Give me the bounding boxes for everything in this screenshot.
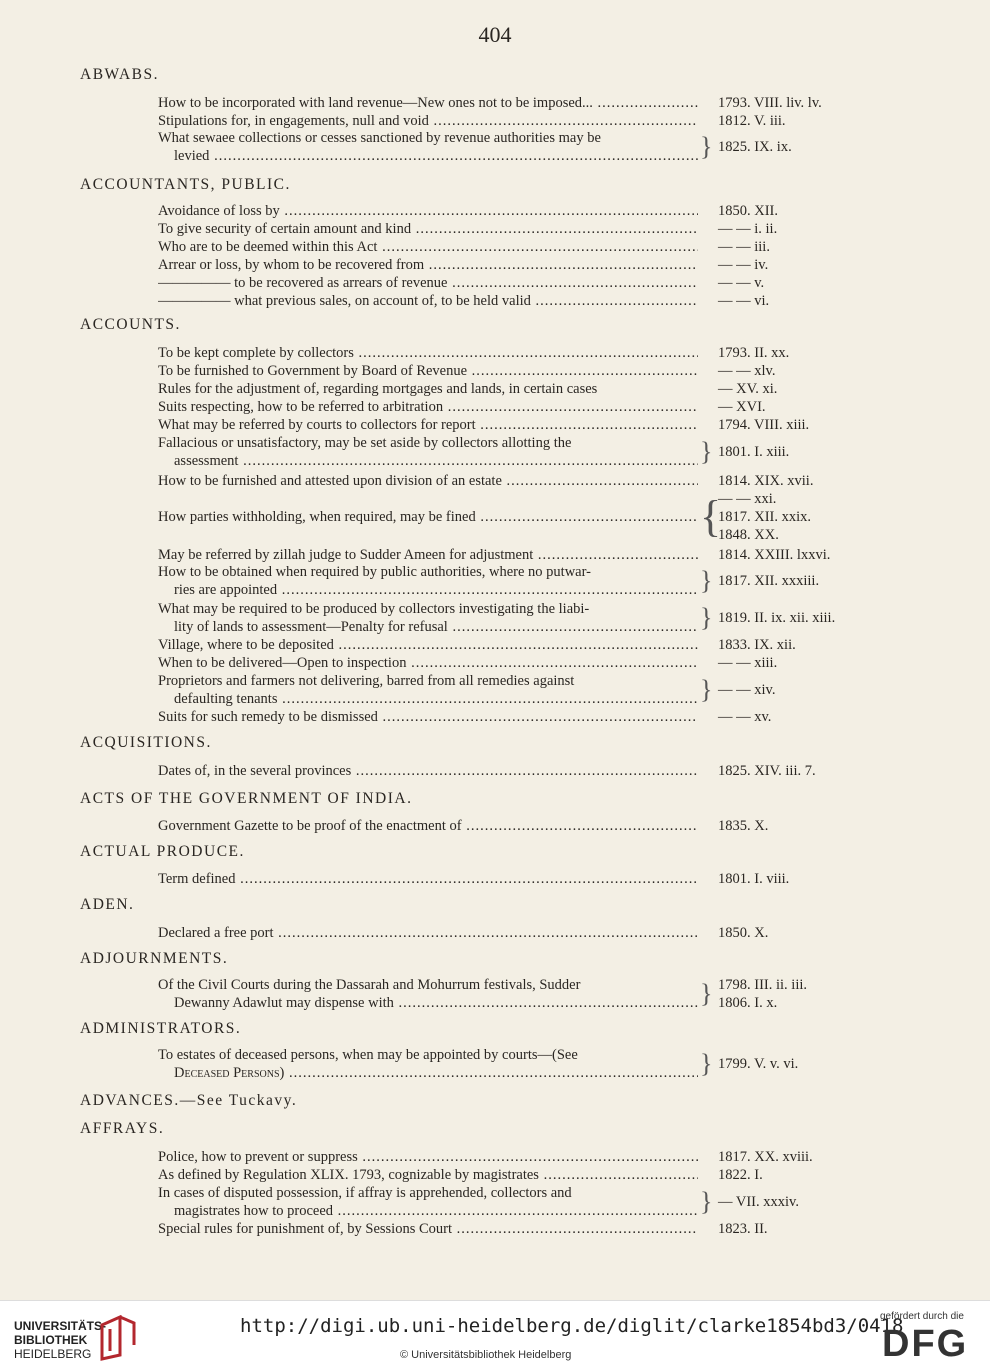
section-heading-acts: ACTS OF THE GOVERNMENT OF INDIA. (80, 790, 413, 807)
entry-text-cont: defaulting tenants ..... (158, 690, 698, 708)
entry-ref: 1799. V. v. vi. (718, 1056, 799, 1072)
entry-text: In cases of disputed possession, if affray is apprehended, collectors and (158, 1185, 572, 1201)
entry-text: Of the Civil Courts during the Dassarah and Mohurrum festivals, Sudder (158, 977, 581, 993)
entry-text-cont: lity of lands to assessment—Penalty for refusal ..... (158, 618, 698, 636)
entry-text: Suits respecting, how to be referred to arbitration ..... (158, 399, 698, 415)
section-heading-actual-produce: ACTUAL PRODUCE. (80, 843, 245, 860)
brace-icon: } (700, 437, 713, 466)
entry-text: Police, how to prevent or suppress ..... (158, 1149, 698, 1165)
section-heading-advances: ADVANCES.—See Tuckavy. (80, 1092, 298, 1109)
entry-text: ————— what previous sales, on account of, to be held valid ..... (158, 293, 698, 309)
entry-text: Dates of, in the several provinces ..... (158, 763, 698, 779)
entry-text-cont: assessment ..... (158, 452, 698, 470)
entry-ref: — — xv. (718, 709, 772, 725)
entry-text: To estates of deceased persons, when may be appointed by courts—(See (158, 1047, 578, 1063)
entry-ref: — — xlv. (718, 363, 776, 379)
entry-text-cont: magistrates how to proceed ..... (158, 1202, 698, 1220)
section-heading-administrators: ADMINISTRATORS. (80, 1020, 242, 1037)
entry-row (158, 416, 898, 434)
entry-ref: 1806. I. x. (718, 995, 778, 1011)
entry-ref: 1801. I. xiii. (718, 444, 790, 460)
entry-ref: — XVI. (718, 399, 766, 415)
entry-ref: 1825. XIV. iii. 7. (718, 763, 816, 779)
entry-text-cont: Dewanny Adawlut may dispense with ..... (158, 994, 698, 1012)
entry-text: Term defined ..... (158, 871, 698, 887)
entry-row (158, 472, 898, 490)
entry-row (158, 238, 898, 256)
library-line: UNIVERSITÄTS- (14, 1319, 107, 1333)
entry-text: Rules for the adjustment of, regarding mortgages and lands, in certain cases (158, 381, 598, 397)
entry-row (158, 129, 898, 165)
entry-text: Special rules for punishment of, by Sessions Court ..... (158, 1221, 698, 1237)
entry-ref: 1850. XII. (718, 203, 779, 219)
entry-text: How to be incorporated with land revenue—New ones not to be imposed... ..... (158, 95, 698, 111)
library-line: HEIDELBERG (14, 1347, 92, 1361)
brace-icon: } (700, 675, 713, 704)
entry-row (158, 292, 898, 310)
entry-ref: 1812. V. iii. (718, 113, 786, 129)
entry-row (158, 1148, 898, 1166)
section-heading-adjournments: ADJOURNMENTS. (80, 950, 229, 967)
entry-ref: 1835. X. (718, 818, 769, 834)
dfg-logo: DFG (882, 1323, 969, 1365)
entry-text: Government Gazette to be proof of the enactment of ..... (158, 818, 698, 834)
entry-row (158, 112, 898, 130)
entry-row (158, 434, 898, 470)
entry-row (158, 1220, 898, 1238)
entry-row (158, 94, 898, 112)
brace-icon: } (700, 566, 713, 595)
entry-text: To be furnished to Government by Board of Revenue ..... (158, 363, 698, 379)
entry-ref: — XV. xi. (718, 381, 778, 397)
entry-text: Declared a free port ..... (158, 925, 698, 941)
entry-row (158, 274, 898, 292)
entry-ref: 1817. XII. xxix. (718, 509, 812, 525)
entry-ref: 1814. XIX. xvii. (718, 473, 814, 489)
entry-row (158, 672, 898, 708)
entry-ref: — — vi. (718, 293, 770, 309)
entry-text: Fallacious or unsatisfactory, may be set aside by collectors allotting the (158, 435, 572, 451)
entry-ref: — — iii. (718, 239, 770, 255)
section-heading-accountants: ACCOUNTANTS, PUBLIC. (80, 176, 291, 193)
entry-ref: — — v. (718, 275, 765, 291)
entry-ref: 1848. XX. (718, 527, 779, 543)
entry-text: What sewaee collections or cesses sanctioned by revenue authorities may be (158, 130, 601, 146)
entry-ref: 1817. XII. xxxiii. (718, 573, 820, 589)
entry-ref: 1819. II. ix. xii. xiii. (718, 610, 836, 626)
entry-text: Stipulations for, in engagements, null and void ..... (158, 113, 698, 129)
entry-text: Who are to be deemed within this Act ..... (158, 239, 698, 255)
entry-text: As defined by Regulation XLIX. 1793, cognizable by magistrates ..... (158, 1167, 698, 1183)
entry-ref: 1814. XXIII. lxxvi. (718, 547, 831, 563)
section-heading-acquisitions: ACQUISITIONS. (80, 734, 212, 751)
section-heading-aden: ADEN. (80, 896, 135, 913)
page-number: 404 (478, 22, 512, 47)
entry-row (158, 654, 898, 672)
entry-ref: — — xxi. (718, 491, 777, 507)
copyright-notice: © Universitätsbibliothek Heidelberg (400, 1349, 572, 1361)
entry-ref: 1825. IX. ix. (718, 139, 792, 155)
entry-row (158, 870, 898, 888)
entry-row (158, 398, 898, 416)
entry-text: What may be required to be produced by collectors investigating the liabi- (158, 601, 590, 617)
entry-row (158, 1166, 898, 1184)
library-line: BIBLIOTHEK (14, 1333, 88, 1347)
brace-icon: } (700, 1049, 713, 1078)
entry-row (158, 344, 898, 362)
entry-text: When to be delivered—Open to inspection ..... (158, 655, 698, 671)
entry-row (158, 563, 898, 599)
entry-ref: 1833. IX. xii. (718, 637, 796, 653)
entry-ref: — — xiv. (718, 682, 776, 698)
brace-icon: { (700, 492, 722, 541)
entry-ref: — — xiii. (718, 655, 778, 671)
brace-icon: } (700, 603, 713, 632)
entry-ref: 1817. XX. xviii. (718, 1149, 813, 1165)
entry-ref: — — iv. (718, 257, 769, 273)
entry-text: How to be obtained when required by public authorities, where no putwar- (158, 564, 591, 580)
entry-row (158, 636, 898, 654)
entry-text: To give security of certain amount and kind ..... (158, 221, 698, 237)
entry-row (158, 976, 898, 1012)
entry-ref: 1794. VIII. xiii. (718, 417, 810, 433)
entry-row (158, 546, 898, 564)
entry-text: ————— to be recovered as arrears of revenue ..... (158, 275, 698, 291)
brace-icon: } (700, 979, 713, 1008)
footer-bar (0, 1300, 990, 1372)
entry-row (158, 380, 898, 398)
entry-ref: — VII. xxxiv. (718, 1194, 799, 1210)
library-logo-icon (98, 1315, 138, 1361)
entry-row (158, 490, 898, 544)
entry-text: How to be furnished and attested upon division of an estate ..... (158, 473, 698, 489)
entry-row (158, 600, 898, 636)
entry-text: Avoidance of loss by ..... (158, 203, 698, 219)
entry-text: Proprietors and farmers not delivering, barred from all remedies against (158, 673, 575, 689)
entry-ref: 1793. VIII. liv. lv. (718, 95, 822, 111)
entry-ref: 1798. III. ii. iii. (718, 977, 808, 993)
section-heading-abwabs: ABWABS. (80, 66, 159, 83)
entry-text: What may be referred by courts to collectors for report ..... (158, 417, 698, 433)
entry-ref: 1801. I. viii. (718, 871, 790, 887)
entry-text-cont: ries are appointed ..... (158, 581, 698, 599)
entry-row (158, 817, 898, 835)
entry-row (158, 924, 898, 942)
entry-text: How parties withholding, when required, may be fined ..... (158, 509, 698, 525)
entry-ref: 1850. X. (718, 925, 769, 941)
entry-row (158, 708, 898, 726)
entry-row (158, 362, 898, 380)
brace-icon: } (700, 1187, 713, 1216)
funding-note: gefördert durch die (880, 1311, 964, 1322)
entry-ref: 1793. II. xx. (718, 345, 790, 361)
entry-text: To be kept complete by collectors ..... (158, 345, 698, 361)
entry-row (158, 1184, 898, 1220)
entry-row (158, 220, 898, 238)
entry-ref: — — i. ii. (718, 221, 778, 237)
entry-row (158, 202, 898, 220)
section-heading-accounts: ACCOUNTS. (80, 316, 181, 333)
entry-text-cont: Deceased Persons) ..... (158, 1064, 698, 1082)
entry-ref: 1823. II. (718, 1221, 768, 1237)
brace-icon: } (700, 132, 713, 161)
section-heading-affrays: AFFRAYS. (80, 1120, 165, 1137)
entry-text: Village, where to be deposited ..... (158, 637, 698, 653)
entry-row (158, 762, 898, 780)
library-name (14, 1319, 106, 1361)
entry-row (158, 256, 898, 274)
entry-text: Suits for such remedy to be dismissed ..... (158, 709, 698, 725)
entry-text: May be referred by zillah judge to Sudder Ameen for adjustment ..... (158, 547, 698, 563)
entry-text: Arrear or loss, by whom to be recovered from ..... (158, 257, 698, 273)
entry-text-cont: levied ..... (158, 147, 698, 165)
entry-ref: 1822. I. (718, 1167, 763, 1183)
permalink-url[interactable]: http://digi.ub.uni-heidelberg.de/diglit/clarke1854bd3/0418 (240, 1315, 904, 1337)
entry-row (158, 1046, 898, 1082)
